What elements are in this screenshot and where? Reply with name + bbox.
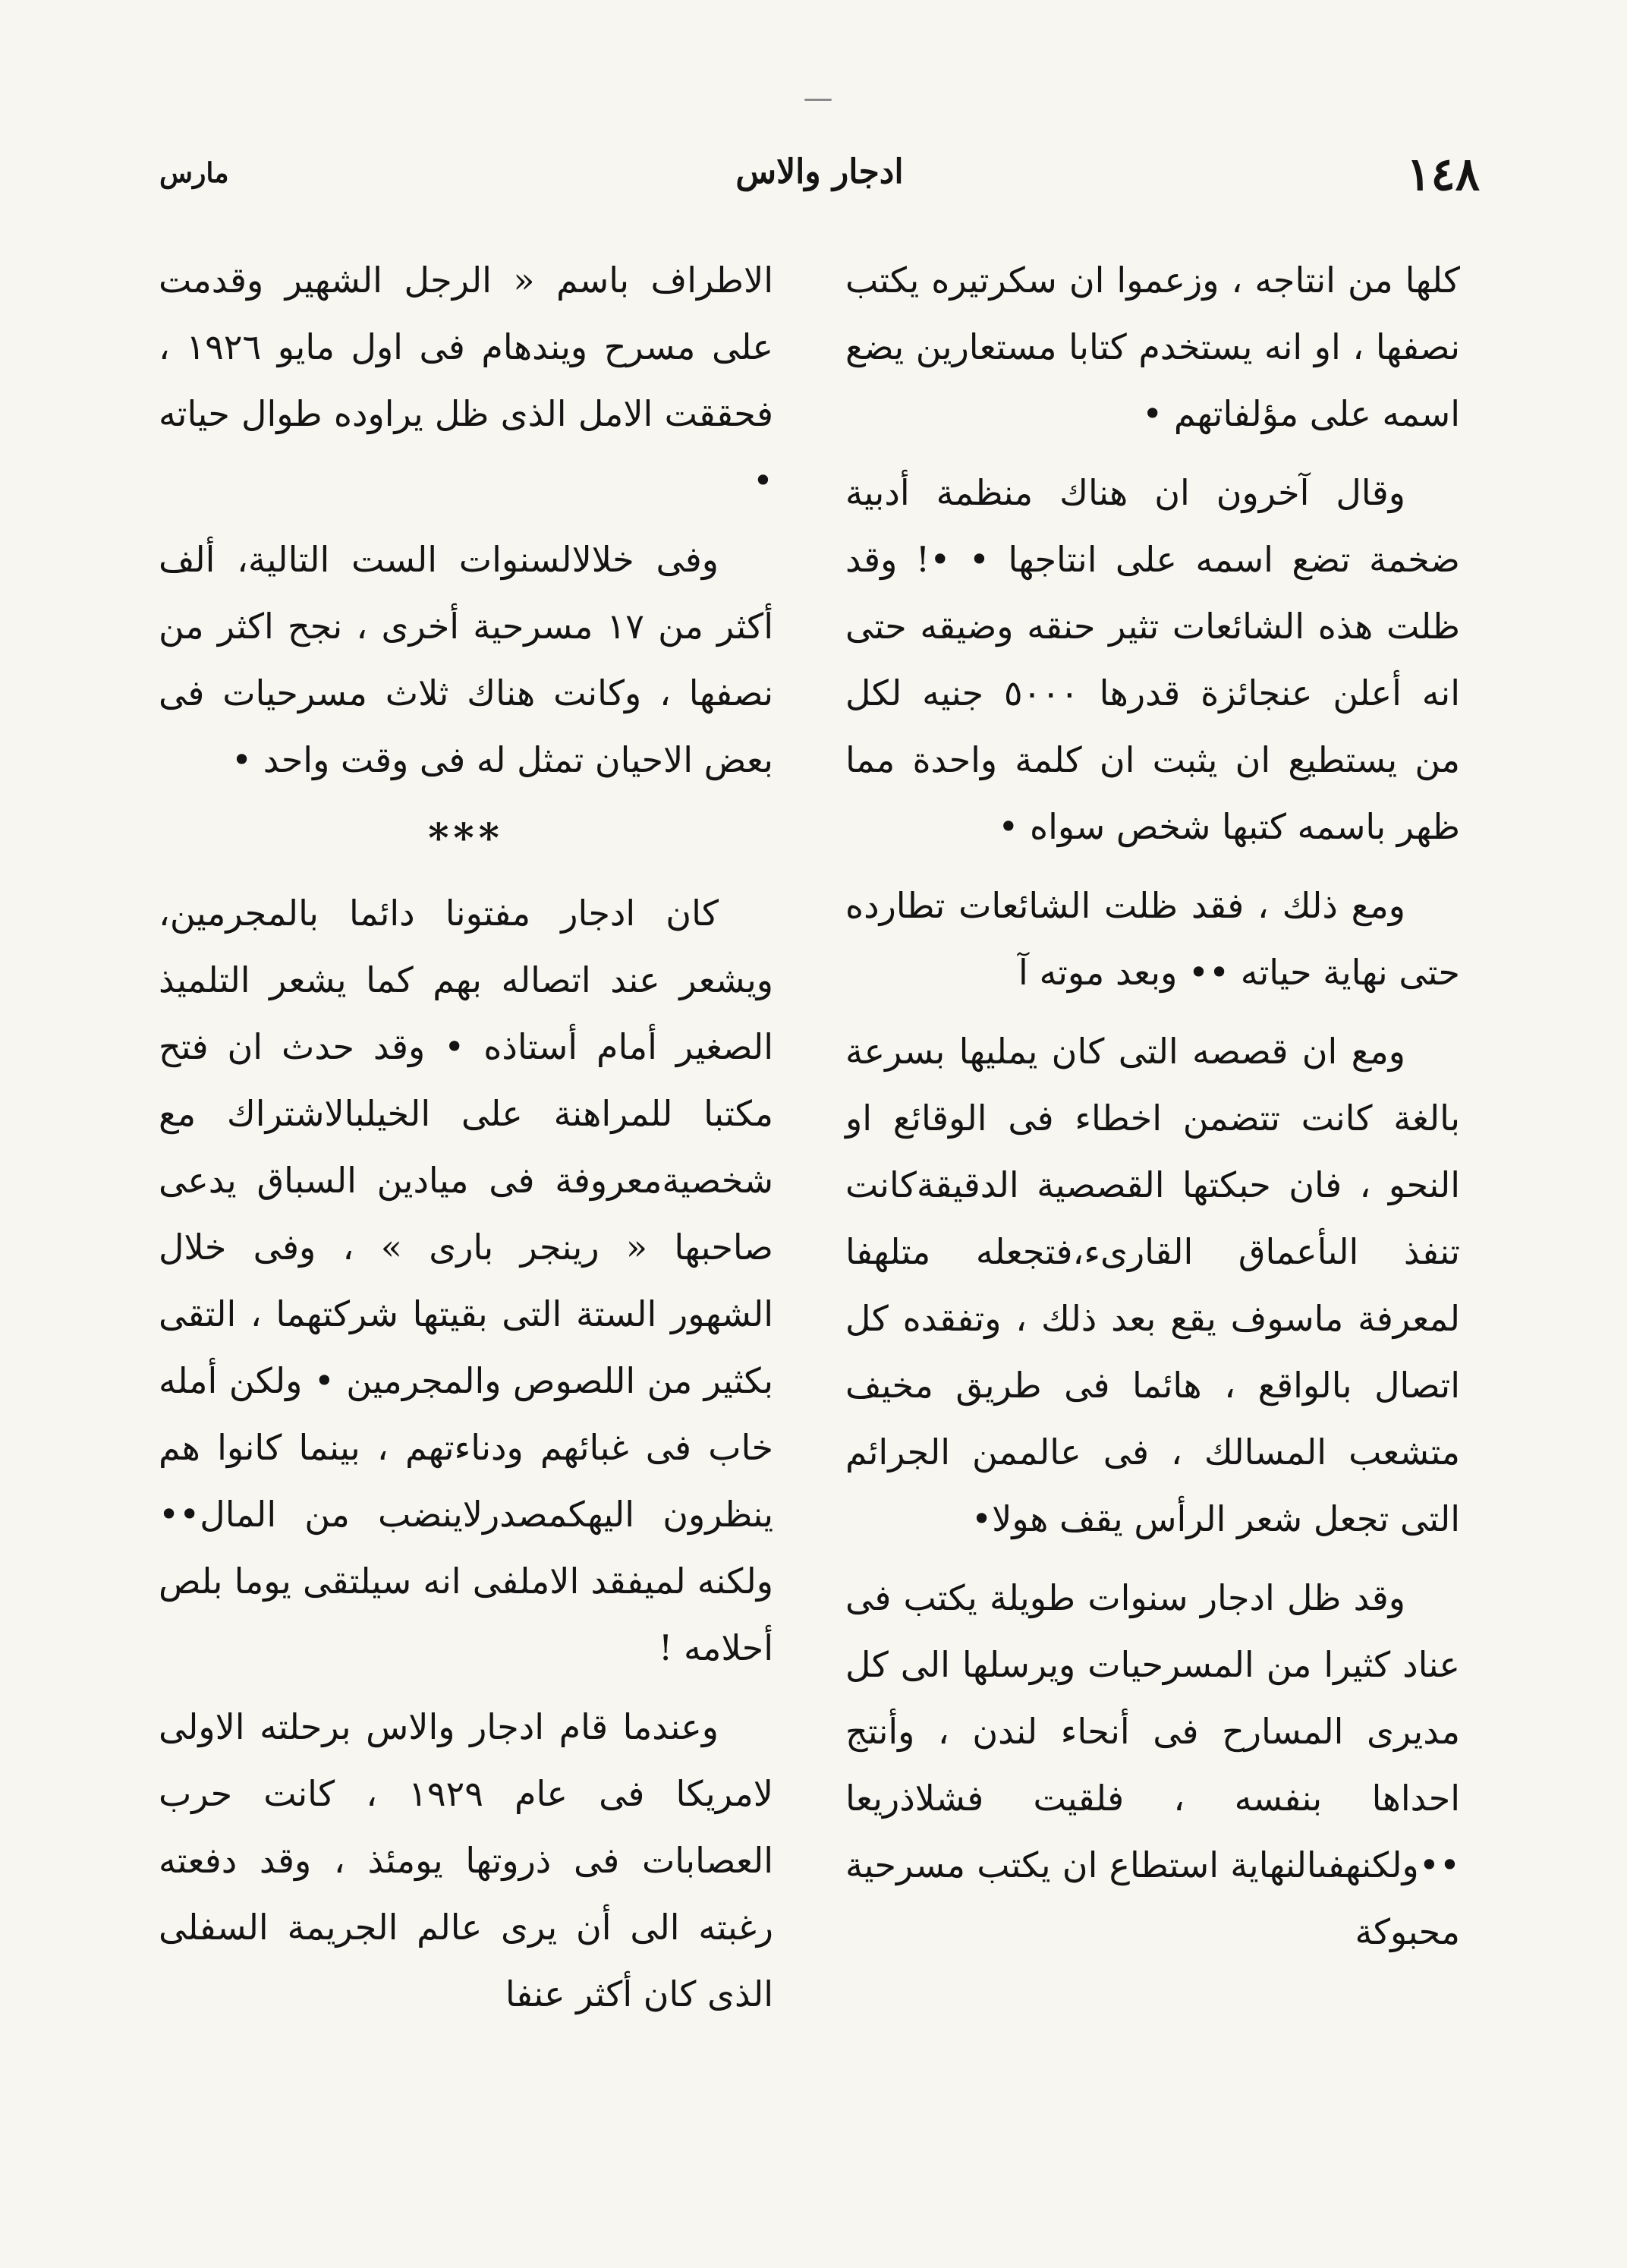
running-title: ادجار والاس	[735, 153, 904, 191]
paragraph: كلها من انتاجه ، وزعموا ان سكرتيره يكتب نصفها ، او انه يستخدم كتابا مستعارين يضع اسمه على مؤلفاتهم •	[845, 260, 1460, 434]
page-scan-mark	[804, 99, 832, 101]
page-number: ١٤٨	[1406, 148, 1480, 201]
left-column	[159, 247, 773, 2205]
paragraph: وعندما قام ادجار والاس برحلته الاولى لامريكا فى عام ١٩٢٩ ، كانت حرب العصابات فى ذروتها يومئذ ، وقد دفعته رغبته الى أن يرى عالم الجريمة السفلى الذى كان أكثر عنفا	[159, 1706, 773, 2014]
paragraph: الاطراف باسم « الرجل الشهير وقدمت على مسرح ويندهام فى اول مايو ١٩٢٦ ، فحققت الامل الذى ظل يراوده طوال حياته •	[159, 260, 774, 501]
paragraph: وقال آخرون ان هناك منظمة أدبية ضخمة تضع اسمه على انتاجها • •! وقد ظلت هذه الشائعات تثير حنقه وضيقه حتى انه أعلن عنجائزة قدرها ٥٠٠٠ جنيه لكل من يستطيع ان يثبت ان كلمة واحدة مما ظهر باسمه كتبها شخص سواه •	[845, 472, 1461, 847]
paragraph: وفى خلالالسنوات الست التالية، ألف أكثر من ١٧ مسرحية أخرى ، نجح اكثر من نصفها ، وكانت هناك ثلاث مسرحيات فى بعض الاحيان تمثل له فى وقت واحد •	[159, 539, 773, 780]
paragraph: ومع ذلك ، فقد ظلت الشائعات تطارده حتى نهاية حياته •• وبعد موته آ	[845, 885, 1460, 993]
right-column	[845, 247, 1460, 2205]
running-header	[159, 148, 1480, 216]
paragraph: وقد ظل ادجار سنوات طويلة يكتب فى عناد كثيرا من المسرحيات ويرسلها الى كل مديرى المسارح فى أنحاء لندن ، وأنتج احداها بنفسه ، فلقيت فشلاذريعا ••ولكنهفىالنهاية استطاع ان يكتب مسرحية محبوكة	[845, 1577, 1460, 1952]
running-month: مارس	[159, 157, 229, 189]
paragraph: كان ادجار مفتونا دائما بالمجرمين، ويشعر عند اتصاله بهم كما يشعر التلميذ الصغير أمام أستاذه • وقد حدث ان فتح مكتبا للمراهنة على الخيلبالاشتراك مع شخصيةمعروفة فى ميادين السباق يدعى صاحبها « رينجر بارى » ، وفى خلال الشهور الستة التى بقيتها شركتهما ، التقى بكثير من اللصوص والمجرمين • ولكن أمله خاب فى غبائهم ودناءتهم ، بينما كانوا هم ينظرون اليهكمصدرلاينضب من المال•• ولكنه لميفقد الاملفى انه سيلتقى يوما بلص أحلامه !	[159, 893, 773, 1668]
paragraph: ومع ان قصصه التى كان يمليها بسرعة بالغة كانت تتضمن اخطاء فى الوقائع او النحو ، فان حبكتها القصصية الدقيقةكانت تنفذ الىأعماق القارىء،فتجعله متلهفا لمعرفة ماسوف يقع بعد ذلك ، وتفقده كل اتصال بالواقع ، هائما فى طريق مخيف متشعب المسالك ، فى عالممن الجرائم التى تجعل شعر الرأس يقف هولا•	[845, 1031, 1460, 1539]
section-separator: ***	[428, 815, 504, 862]
